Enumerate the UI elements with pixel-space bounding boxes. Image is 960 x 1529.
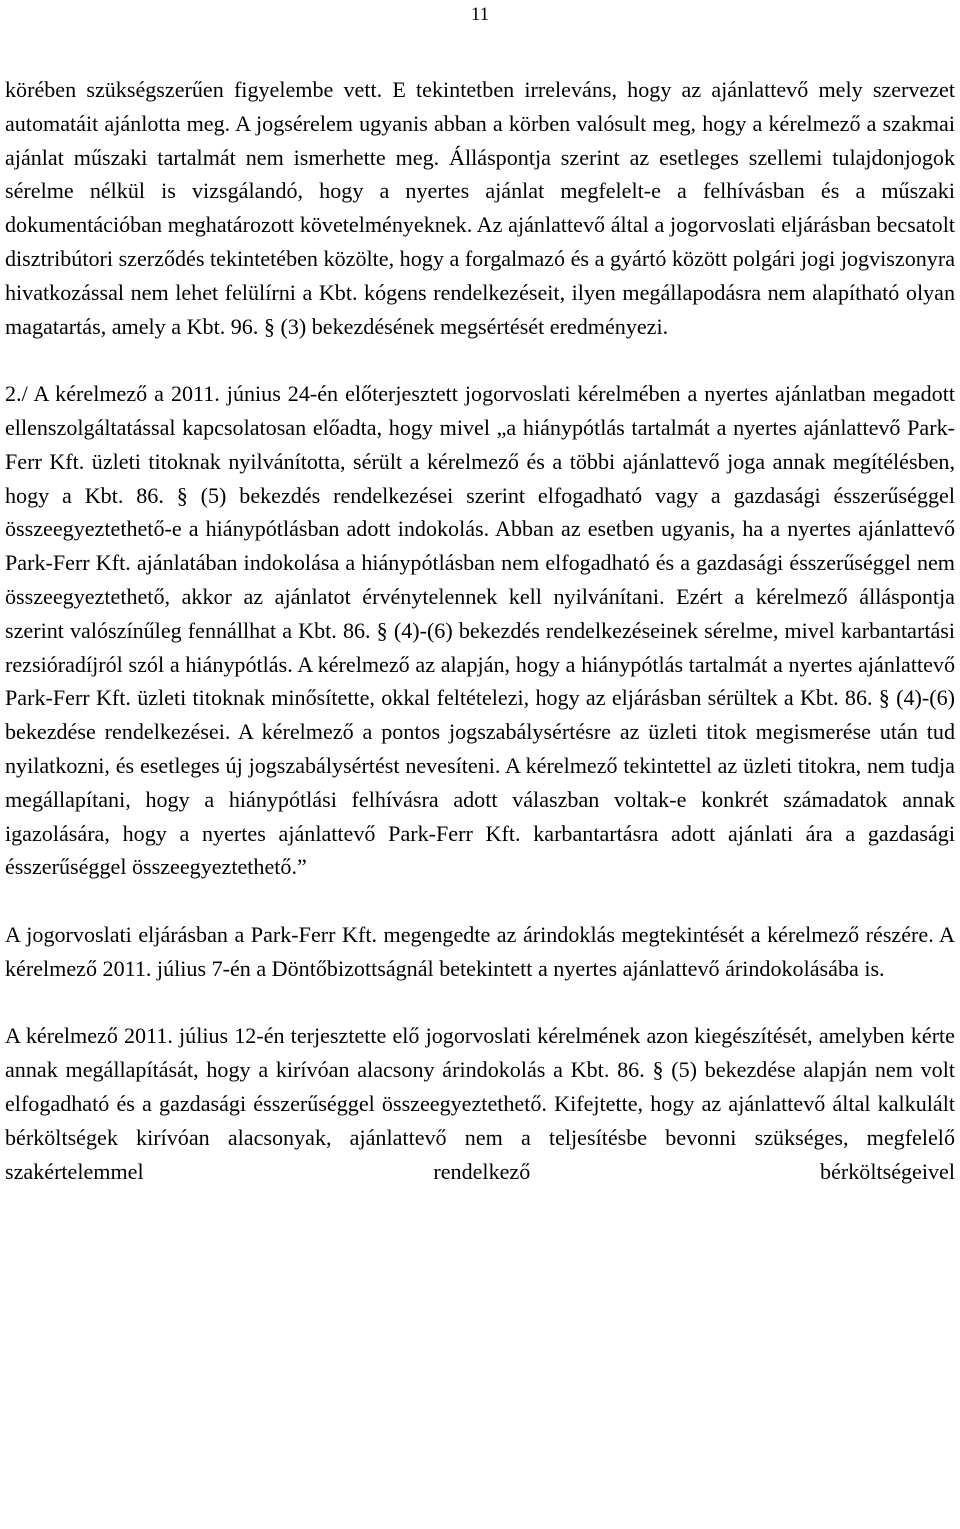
paragraph-gap [5, 986, 955, 1020]
paragraph-2: 2./ A kérelmező a 2011. június 24-én előterjesztett jogorvoslati kérelmében a nyertes ajánlatban megadott ellenszolgáltatással kapcsolatosan előadta, hogy mivel „a hiánypótlás tartalmát a nyertes ajánlattevő Park-Ferr Kft. üzleti titoknak nyilvánította, sérült a kérelmező és a többi ajánlattevő joga annak megítélésben, hogy a Kbt. 86. § (5) bekezdés rendelkezései szerint elfogadható vagy a gazdasági ésszerűséggel összeegyeztethető-e a hiánypótlásban adott indokolás. Abban az esetben ugyanis, ha a nyertes ajánlattevő Park-Ferr Kft. ajánlatában indokolása a hiánypótlásban nem elfogadható és a gazdasági ésszerűséggel nem összeegyeztethető, akkor az ajánlatot érvénytelennek kell nyilvánítani. Ezért a kérelmező álláspontja szerint valószínűleg fennállhat a Kbt. 86. § (4)-(6) bekezdés rendelkezéseinek sérelme, mivel karbantartási rezsióradíjról szól a hiánypótlás. A kérelmező az alapján, hogy a hiánypótlás tartalmát a nyertes ajánlattevő Park-Ferr Kft. üzleti titoknak minősítette, okkal feltételezi, hogy az eljárásban sérültek a Kbt. 86. § (4)-(6) bekezdése rendelkezései. A kérelmező a pontos jogszabálysértésre az üzleti titok megismerése után tud nyilatkozni, és esetleges új jogszabálysértést nevesíteni. A kérelmező tekintettel az üzleti titokra, nem tudja megállapítani, hogy a hiánypótlási felhívásra adott válaszban voltak-e konkrét számadatok annak igazolására, hogy a nyertes ajánlattevő Park-Ferr Kft. karbantartásra adott ajánlati ára a gazdasági ésszerűséggel összeegyeztethető.” [5, 381, 955, 880]
document-body [5, 73, 955, 1188]
paragraph-gap [5, 343, 955, 377]
paragraph-1: körében szükségszerűen figyelembe vett. E tekintetben irreleváns, hogy az ajánlattevő mely szervezet automatáit ajánlotta meg. A jogsérelem ugyanis abban a körben valósult meg, hogy a kérelmező a szakmai ajánlat műszaki tartalmát nem ismerhette meg. Álláspontja szerint az esetleges szellemi tulajdonjogok sérelme nélkül is vizsgálandó, hogy a nyertes ajánlat megfelelt-e a felhívásban és a műszaki dokumentációban meghatározott követelményeknek. Az ajánlattevő által a jogorvoslati eljárásban becsatolt disztribútori szerződés tekintetében közölte, hogy a forgalmazó és a gyártó között polgári jogi jogviszonyra hivatkozással nem lehet felülírni a Kbt. kógens rendelkezéseit, ilyen megállapodásra nem alapítható olyan magatartás, amely a Kbt. 96. § (3) bekezdésének megsértését eredményezi. [5, 77, 955, 339]
paragraph-gap [5, 884, 955, 918]
page-number: 11 [470, 4, 490, 25]
paragraph-4: A kérelmező 2011. július 12-én terjesztette elő jogorvoslati kérelmének azon kiegészítését, amelyben kérte annak megállapítását, hogy a kirívóan alacsony árindokolás a Kbt. 86. § (5) bekezdése alapján nem volt elfogadható és a gazdasági ésszerűséggel összeegyeztethető. Kifejtette, hogy az ajánlattevő által kalkulált bérköltségek kirívóan alacsonyak, ajánlattevő nem a teljesítésbe bevonni szükséges, megfelelő szakértelemmel rendelkező bérköltségeivel [5, 1023, 955, 1184]
paragraph-3: A jogorvoslati eljárásban a Park-Ferr Kft. megengedte az árindoklás megtekintését a kérelmező részére. A kérelmező 2011. július 7-én a Döntőbizottságnál betekintett a nyertes ajánlattevő árindokolásába is. [5, 921, 955, 981]
